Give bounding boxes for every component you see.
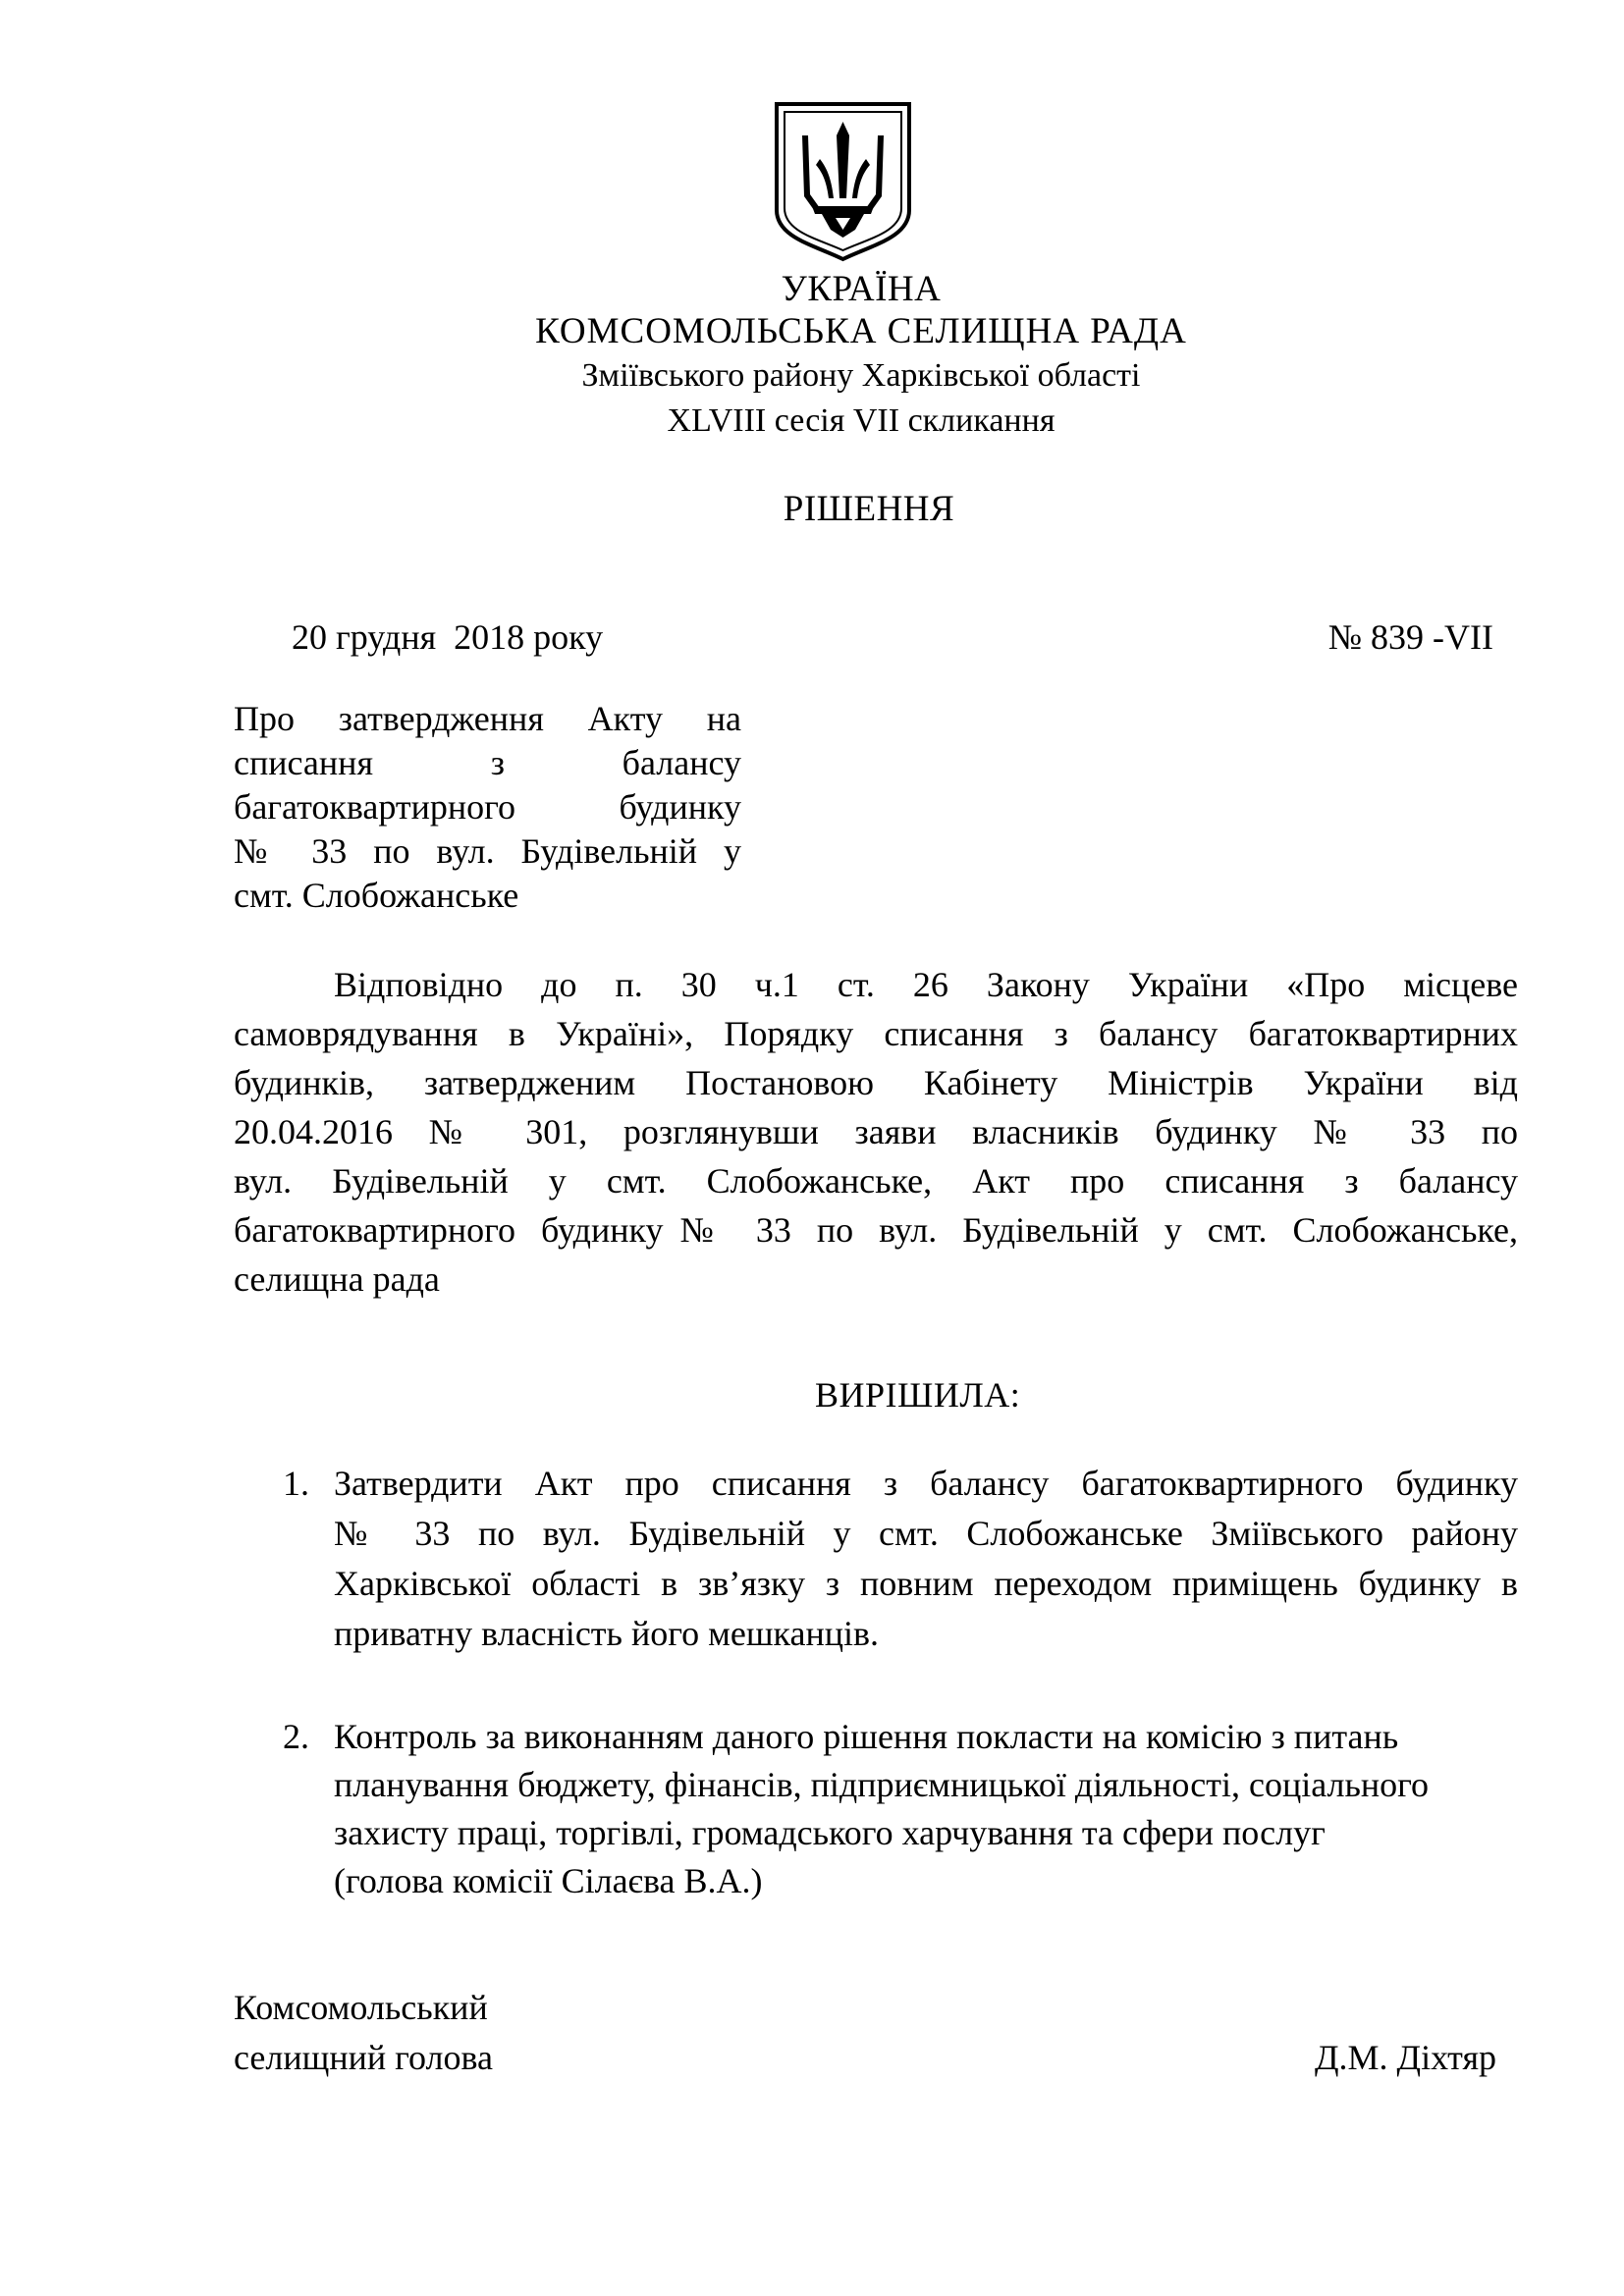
decision-date: 20 грудня 2018 року [292, 617, 604, 657]
item-line: Контроль за виконанням даного рішення покласти на комісію з питань [334, 1717, 1399, 1756]
item-line: захисту праці, торгівлі, громадського харчування та сфери послуг [334, 1813, 1326, 1852]
decision-subject [234, 697, 741, 918]
item-line: планування бюджету, фінансів, підприємницької діяльності, соціального [334, 1765, 1430, 1804]
header-district: Зміївського району Харківської області [581, 357, 1141, 394]
subject-line: № 33 по вул. Будівельній у [234, 831, 741, 871]
item-number: 2. [283, 1717, 309, 1756]
subject-line: багатоквартирного будинку [234, 787, 741, 827]
ukraine-trident-emblem-icon [773, 100, 913, 262]
item-line: Затвердити Акт про списання з балансу багатоквартирного будинку [334, 1464, 1518, 1503]
item-line: (голова комісії Сілаєва В.А.) [334, 1861, 763, 1900]
item-number: 1. [283, 1464, 309, 1503]
subject-line: списання з балансу [234, 743, 741, 782]
preamble-line: 20.04.2016 № 301, розглянувши заяви власників будинку № 33 по [234, 1112, 1518, 1151]
signatory-title [234, 1983, 493, 2083]
header-session: XLVIII сесія VII скликання [667, 402, 1056, 439]
signatory-title-line: селищний голова [234, 2038, 494, 2077]
preamble-line: вул. Будівельній у смт. Слобожанське, Акт про списання з балансу [234, 1161, 1518, 1201]
decision-number: № 839 -VII [1327, 617, 1493, 657]
header-council-name: КОМСОМОЛЬСЬКА СЕЛИЩНА РАДА [535, 311, 1187, 351]
preamble-line: селищна рада [234, 1259, 440, 1299]
item-text [334, 1713, 1527, 1905]
preamble-paragraph [234, 960, 1518, 1304]
signatory-name: Д.М. Діхтяр [1314, 2038, 1496, 2077]
subject-line: смт. Слобожанське [234, 876, 519, 915]
signatory-title-line: Комсомольський [234, 1988, 488, 2027]
document-type-title: РІШЕННЯ [783, 489, 955, 529]
item-text [334, 1459, 1518, 1659]
resolved-heading: ВИРІШИЛА: [815, 1375, 1021, 1415]
item-line: № 33 по вул. Будівельній у смт. Слобожанське Зміївського району [334, 1514, 1518, 1553]
item-line: Харківської області в зв’язку з повним переходом приміщень будинку в [334, 1564, 1518, 1603]
preamble-line: багатоквартирного будинку№ 33 по вул. Будівельній у смт. Слобожанське, [234, 1210, 1518, 1250]
preamble-line: будинків, затвердженим Постановою Кабінету Міністрів України від [234, 1063, 1518, 1102]
preamble-line: самоврядування в Україні», Порядку списання з балансу багатоквартирних [234, 1014, 1518, 1053]
header-country: УКРАЇНА [781, 269, 942, 309]
subject-line: Про затвердження Акту на [234, 699, 741, 738]
preamble-line: Відповідно до п. 30 ч.1 ст. 26 Закону України «Про місцеве [334, 965, 1518, 1004]
item-line: приватну власність його мешканців. [334, 1614, 880, 1653]
